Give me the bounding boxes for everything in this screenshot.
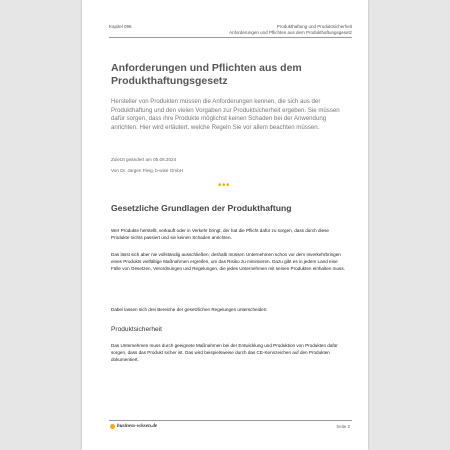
running-header-subtopic: Anforderungen und Pflichten aus dem Produkthaftungsgesetz (229, 29, 352, 35)
paragraph-1: Wer Produkte herstellt, verkauft oder in Verkehr bringt, der hat die Pflicht dafür zu sorgen, dass durch diese Produkte nichts passiert und sie keinen Schaden anrichten. (111, 228, 329, 240)
header-divider (109, 37, 352, 38)
article-title: Anforderungen und Pflichten aus dem Produkthaftungsgesetz (111, 62, 302, 87)
paragraph-2: Das lässt sich aber nie vollständig ausschließen; deshalb müssen Unternehmen schon vor dem Inverkehrbringen eines Produkts vielfältige Maßnahmen ergreifen, um das Risiko zu minimieren. Dazu gibt es in jedem Land eine Fülle von Gesetzen, Verordnungen und Regelungen, die jedes Unternehmen mit seinen Produkten einhalten muss. (111, 252, 345, 271)
document-page (82, 0, 368, 450)
last-updated: Zuletzt geändert am 05.08.2024 (111, 157, 177, 162)
article-intro: Hersteller von Produkten müssen die Anforderungen kennen, die sich aus der Produkthaftung und den vielen Vorgaben zur Produktsicherheit ergeben. Sie müssen dafür sorgen, dass ihre Produkte möglichst keinen Schaden bei der Anwendung anrichten. Hier wird erläutert, welche Regeln Sie vor allem beachten müssen. (111, 98, 340, 131)
chapter-label: Kapitel 096 (109, 24, 132, 29)
logo-dot-icon (110, 424, 115, 429)
subsection-paragraph: Das Unternehmen muss durch geeignete Maßnahmen bei der Entwicklung und Produktion von Produkten dafür sorgen, dass das Produkt sicher ist. Das wird beispielsweise durch das CE-Kennzeichen auf den Produkten dokumentiert. (111, 343, 338, 362)
paragraph-3: Dabei lassen sich drei Bereiche der gesetzlichen Regelungen unterscheiden: (111, 307, 268, 312)
page-number: Seite 2 (336, 424, 350, 429)
footer-divider (109, 420, 352, 421)
subsection-heading: Produktsicherheit (111, 326, 162, 333)
section-heading: Gesetzliche Grundlagen der Produkthaftung (111, 203, 292, 213)
running-header (229, 24, 352, 35)
running-header-topic: Produkthaftung und Produktsicherheit (276, 24, 352, 29)
section-divider-dots: ••• (218, 180, 231, 191)
logo-text: business-wissen.de (117, 423, 158, 429)
footer-logo (110, 423, 157, 429)
author-line: Von Dr. Jürgen Fleig, b-wise GmbH (111, 168, 183, 173)
